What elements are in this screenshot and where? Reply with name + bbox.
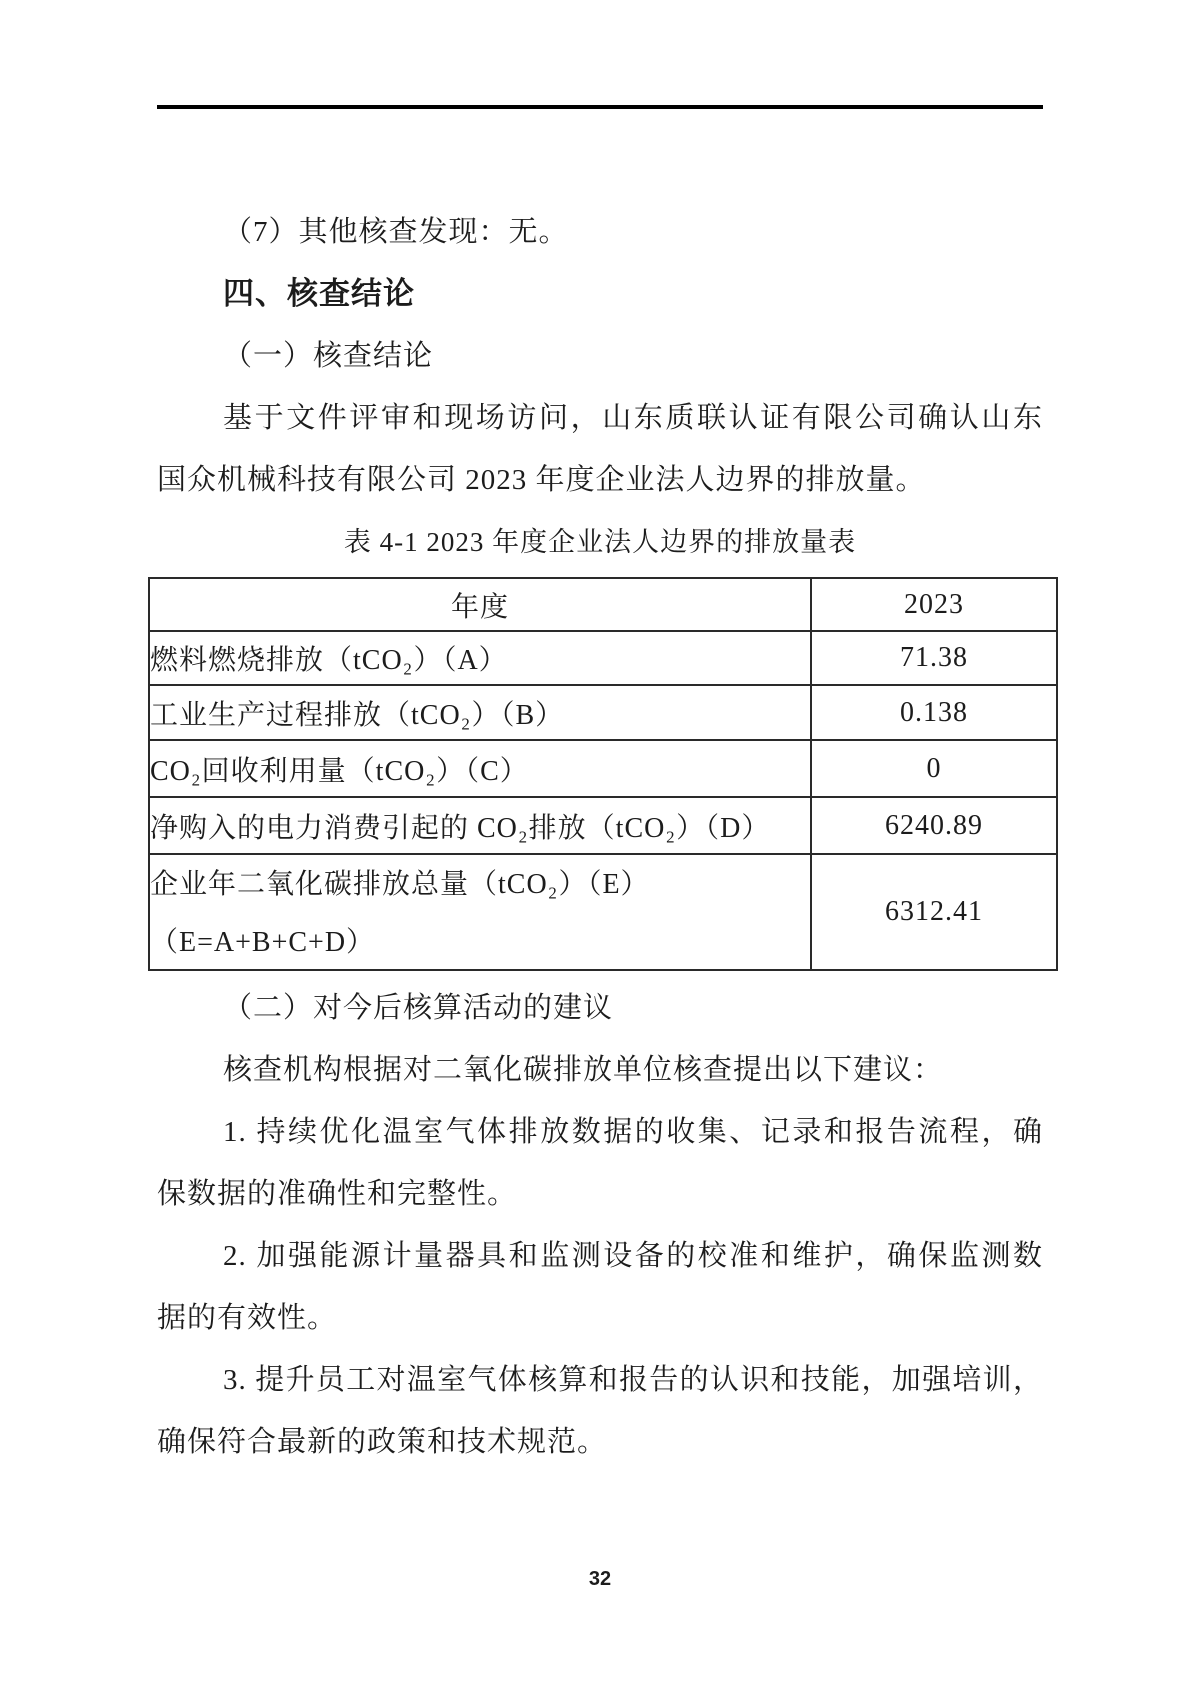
suggestion-2-line-2: 据的有效性。 xyxy=(157,1302,338,1334)
total-emissions-label-line-1: 企业年二氧化碳排放总量（tCO₂）（E） xyxy=(150,869,650,900)
row-value-purchased-electricity: 6240.89 xyxy=(811,797,1057,854)
table-row-total-emissions xyxy=(149,854,1057,970)
table-header-row xyxy=(149,578,1057,631)
suggestion-3-line-2: 确保符合最新的政策和技术规范。 xyxy=(157,1426,608,1458)
row-label-fuel-combustion: 燃料燃烧排放（tCO₂）（A） xyxy=(149,631,811,685)
suggestion-2-line-1: 2. 加强能源计量器具和监测设备的校准和维护，确保监测数 xyxy=(223,1240,1043,1272)
table-row-co2-recovery xyxy=(149,740,1057,797)
table-row-fuel-combustion xyxy=(149,631,1057,685)
section-heading-conclusion: 四、核查结论 xyxy=(223,276,415,311)
table-caption: 表 4-1 2023 年度企业法人边界的排放量表 xyxy=(343,527,857,557)
total-emissions-label-line-2: （E=A+B+C+D） xyxy=(150,927,376,958)
suggestion-1-line-1: 1. 持续优化温室气体排放数据的收集、记录和报告流程，确 xyxy=(223,1116,1043,1148)
table-row-industrial-process xyxy=(149,685,1057,740)
conclusion-paragraph-line-1: 基于文件评审和现场访问，山东质联认证有限公司确认山东 xyxy=(223,402,1043,434)
row-label-co2-recovery: CO₂回收利用量（tCO₂）（C） xyxy=(149,740,811,797)
row-value-fuel-combustion: 71.38 xyxy=(811,631,1057,685)
subsection-heading-conclusion: （一）核查结论 xyxy=(223,340,434,372)
paragraph-other-findings: （7）其他核查发现：无。 xyxy=(223,216,569,248)
row-label-total-emissions xyxy=(149,854,811,970)
table-row-purchased-electricity xyxy=(149,797,1057,854)
suggestions-intro: 核查机构根据对二氧化碳排放单位核查提出以下建议： xyxy=(223,1054,944,1086)
row-value-total-emissions: 6312.41 xyxy=(811,854,1057,970)
conclusion-paragraph-line-2: 国众机械科技有限公司 2023 年度企业法人边界的排放量。 xyxy=(157,464,926,496)
table-header-year-value: 2023 xyxy=(811,578,1057,631)
suggestion-3-line-1: 3. 提升员工对温室气体核算和报告的认识和技能，加强培训， xyxy=(223,1364,1043,1396)
emission-table xyxy=(148,577,1058,971)
row-value-co2-recovery: 0 xyxy=(811,740,1057,797)
row-label-purchased-electricity: 净购入的电力消费引起的 CO₂排放（tCO₂）（D） xyxy=(149,797,811,854)
document-body xyxy=(150,201,1043,1591)
header-rule xyxy=(157,105,1043,109)
page-number: 32 xyxy=(588,1568,612,1590)
table-header-year-label: 年度 xyxy=(149,578,811,631)
subsection-heading-suggestions: （二）对今后核算活动的建议 xyxy=(223,992,614,1024)
suggestion-1-line-2: 保数据的准确性和完整性。 xyxy=(157,1178,518,1210)
row-label-industrial-process: 工业生产过程排放（tCO₂）（B） xyxy=(149,685,811,740)
row-value-industrial-process: 0.138 xyxy=(811,685,1057,740)
